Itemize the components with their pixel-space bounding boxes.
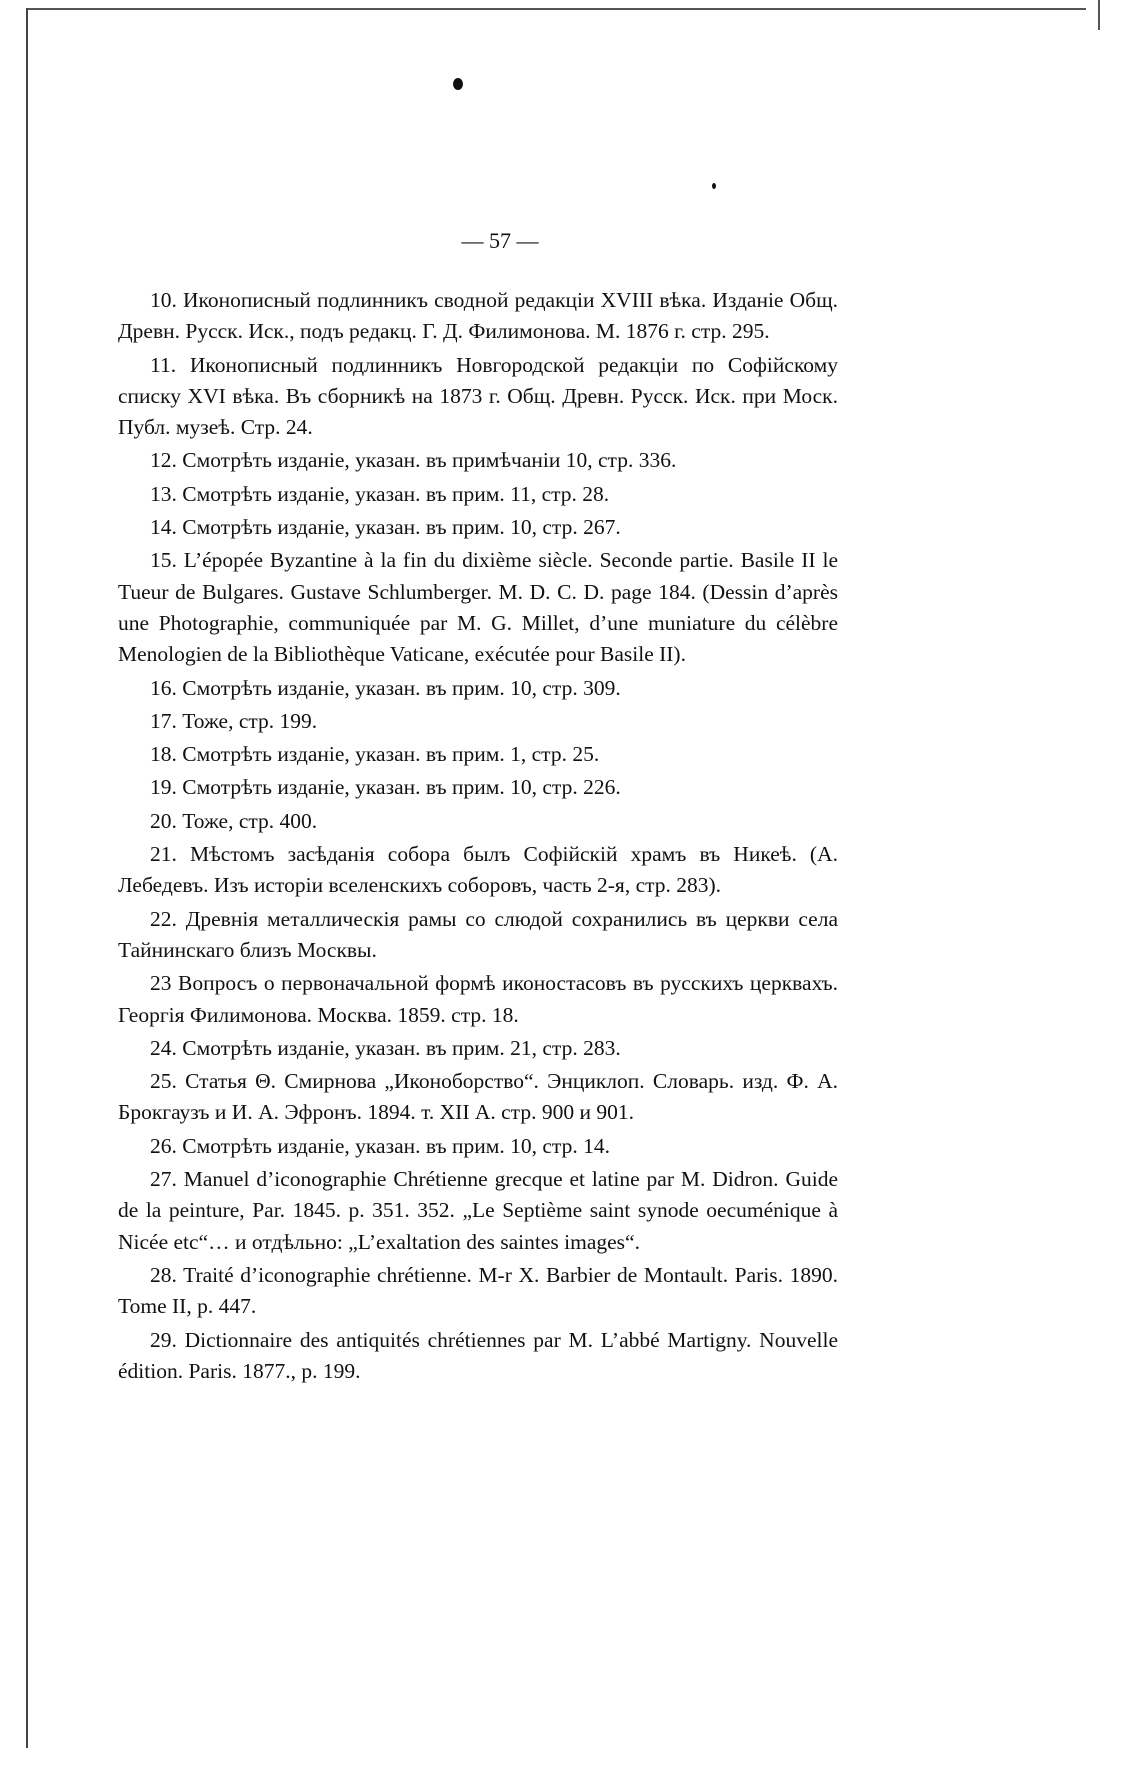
footnote-20: 20. Тоже, стр. 400. (150, 808, 318, 833)
page-number: — 57 — (461, 228, 539, 253)
footnote-16: 16. Смотрѣть изданіе, указан. въ прим. 10, стр. 309. (150, 675, 621, 700)
scan-border-right (1098, 0, 1100, 30)
footnote-10: 10. Иконописный подлинникъ сводной редакціи XVIII вѣка. Изданіе Общ. Древн. Русск. Иск., подъ редакц. Г. Д. Филимонова. М. 1876 г. стр. 295. (118, 288, 838, 344)
footnote-13: 13. Смотрѣть изданіе, указан. въ прим. 11, стр. 28. (150, 481, 610, 506)
footnote-21: 21. Мѣстомъ засѣданія собора былъ Софійскій храмъ въ Никеѣ. (А. Лебедевъ. Изъ исторіи вселенскихъ соборовъ, часть 2-я, стр. 283). (118, 842, 838, 898)
ink-speck (712, 183, 716, 189)
footnote-12: 12. Смотрѣть изданіе, указан. въ примѣчаніи 10, стр. 336. (150, 448, 677, 473)
footnote-25: 25. Статья Θ. Смирнова „Иконоборство“. Энциклоп. Словарь. изд. Ф. А. Брокгаузъ и И. А. Эфронъ. 1894. т. XII А. стр. 900 и 901. (118, 1069, 838, 1125)
footnote-22: 22. Древнія металлическія рамы со слюдой сохранились въ церкви села Тайнинскаго близъ Москвы. (118, 906, 838, 962)
scan-border-top (26, 8, 1086, 10)
footnote-23: 23 Вопросъ о первоначальной формѣ иконостасовъ въ русскихъ церквахъ. Георгія Филимонова. Москва. 1859. стр. 18. (118, 971, 838, 1027)
footnote-29: 29. Dictionnaire des antiquités chrétiennes par M. L’abbé Martigny. Nouvelle édition. Paris. 1877., p. 199. (118, 1327, 838, 1383)
scan-border-left (26, 8, 28, 1748)
footnote-18: 18. Смотрѣть изданіе, указан. въ прим. 1, стр. 25. (150, 742, 600, 767)
footnote-19: 19. Смотрѣть изданіе, указан. въ прим. 10, стр. 226. (150, 775, 621, 800)
footnote-26: 26. Смотрѣть изданіе, указан. въ прим. 10, стр. 14. (150, 1133, 610, 1158)
footnote-15: 15. L’épopée Byzantine à la fin du dixième siècle. Seconde partie. Basile II le Tueur de Bulgares. Gustave Schlumberger. M. D. C. D. page 184. (Dessin d’après une Photographie, communiquée par M. G. Millet, d’une muniature du célèbre Menologien de la Bibliothèque Vaticane, exécutée pour Basile II). (118, 548, 838, 667)
footnote-28: 28. Traité d’iconographie chrétienne. M-r X. Barbier de Montault. Paris. 1890. Tome II, p. 447. (118, 1262, 838, 1319)
footnotes-list (118, 285, 838, 1389)
footnote-14: 14. Смотрѣть изданіе, указан. въ прим. 10, стр. 267. (150, 515, 621, 540)
footnote-17: 17. Тоже, стр. 199. (150, 708, 318, 733)
footnote-11: 11. Иконописный подлинникъ Новгородской редакціи по Софійскому списку XVI вѣка. Въ сборникѣ на 1873 г. Общ. Древн. Русск. Иск. при Моск. Публ. музеѣ. Стр. 24. (118, 352, 838, 440)
ink-speck (453, 78, 463, 90)
footnote-27: 27. Manuel d’iconographie Chrétienne grecque et latine par M. Didron. Guide de la peinture, Par. 1845. p. 351. 352. „Le Septième saint synode oecuménique à Nicée etc“… и отдѣльно: „L’exaltation des saintes images“. (118, 1167, 838, 1254)
footnote-24: 24. Смотрѣть изданіе, указан. въ прим. 21, стр. 283. (150, 1035, 621, 1060)
